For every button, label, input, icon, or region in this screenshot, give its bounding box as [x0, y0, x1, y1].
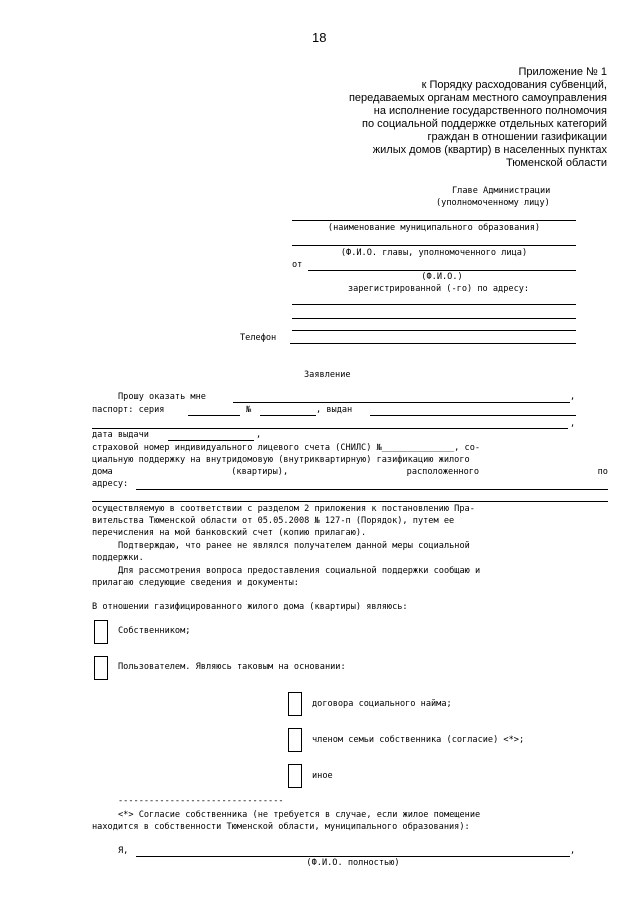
appendix-line: передаваемых органам местного самоуправления [348, 92, 607, 104]
from-label: от [292, 260, 303, 270]
municipality-caption: (наименование муниципального образования) [327, 223, 541, 233]
house-word: по [597, 467, 608, 477]
para2-line1: Подтверждаю, что ранее не являлся получателем данной меры социальной [118, 541, 470, 551]
other-checkbox[interactable] [288, 764, 302, 788]
phone-field[interactable] [290, 343, 576, 344]
issue-date-label: дата выдачи [92, 430, 149, 440]
house-address-field-2[interactable] [92, 501, 608, 502]
applicant-name-field[interactable] [308, 270, 576, 271]
passport-series-field[interactable] [188, 415, 240, 416]
house-line [92, 467, 608, 478]
house-word: дома [92, 467, 113, 477]
other-label: иное [312, 771, 333, 781]
snils-line: страховой номер индивидуального лицевого счета (СНИЛС) №______________, со- [92, 443, 481, 453]
para3-line1: Для рассмотрения вопроса предоставления социальной поддержки сообщаю и [118, 566, 481, 576]
house-address-field[interactable] [136, 489, 608, 490]
appendix-line: к Порядку расходования субвенций, [421, 79, 607, 91]
applicant-name-caption: (Ф.И.О.) [421, 272, 463, 282]
footnote-separator: -------------------------------- [118, 796, 284, 806]
comma: , [256, 430, 262, 440]
address-field-2[interactable] [292, 318, 576, 319]
passport-series-label: паспорт: серия [92, 405, 165, 415]
consent-name-field[interactable] [136, 856, 570, 857]
consent-prefix: Я, [118, 846, 129, 856]
appendix-line: Тюменской области [505, 157, 607, 169]
social-contract-checkbox[interactable] [288, 692, 302, 716]
address-field-1[interactable] [292, 304, 576, 305]
support-type-field[interactable] [233, 402, 570, 403]
footnote-line1: <*> Согласие собственника (не требуется в случае, если жилое помещение [118, 810, 481, 820]
addressee-line1: Главе Администрации [452, 186, 551, 196]
appendix-line: на исполнение государственного полномочия [373, 105, 607, 117]
appendix-line: граждан в отношении газификации [427, 131, 607, 143]
owner-checkbox[interactable] [94, 620, 108, 644]
appendix-line: Приложение № 1 [518, 66, 607, 78]
address-label: адресу: [92, 479, 129, 489]
page-number: 18 [312, 30, 327, 45]
house-word: расположенного [406, 467, 480, 477]
addressee-line2: (уполномоченному лицу) [436, 198, 550, 208]
consent-name-caption: (Ф.И.О. полностью) [306, 858, 400, 868]
house-word: (квартиры), [231, 467, 289, 477]
comma: , [570, 846, 576, 856]
support-line: циальную поддержку на внутридомовую (внутриквартирную) газификацию жилого [92, 455, 470, 465]
passport-issued-field[interactable] [370, 415, 576, 416]
user-option-label: Пользователем. Являюсь таковым на основании: [118, 662, 346, 672]
owner-option-label: Собственником; [118, 626, 191, 636]
registered-label: зарегистрированной (-го) по адресу: [348, 284, 530, 294]
passport-issued-field-2[interactable] [92, 428, 568, 429]
para1-line2: вительства Тюменской области от 05.05.2008 № 127-п (Порядок), путем ее [92, 516, 455, 526]
user-checkbox[interactable] [94, 656, 108, 680]
head-name-caption: (Ф.И.О. главы, уполномоченного лица) [340, 248, 528, 258]
document-title: Заявление [304, 370, 351, 380]
appendix-block [349, 66, 607, 170]
passport-number-field[interactable] [260, 415, 316, 416]
footnote-line2: находится в собственности Тюменской области, муниципального образования): [92, 822, 470, 832]
issue-date-field[interactable] [168, 440, 254, 441]
head-name-field[interactable] [292, 245, 576, 246]
relation-line: В отношении газифицированного жилого дома (квартиры) являюсь: [92, 602, 408, 612]
passport-number-label: № [246, 405, 252, 415]
municipality-field[interactable] [292, 220, 576, 221]
para3-line2: прилагаю следующие сведения и документы: [92, 578, 299, 588]
para2-line2: поддержки. [92, 553, 144, 563]
social-contract-label: договора социального найма; [312, 699, 452, 709]
appendix-line: жилых домов (квартир) в населенных пунктах [372, 144, 607, 156]
family-member-checkbox[interactable] [288, 728, 302, 752]
request-prefix: Прошу оказать мне [118, 392, 206, 402]
para1-line1: осуществляемую в соответствии с разделом 2 приложения к постановлению Пра- [92, 504, 475, 514]
appendix-line: по социальной поддержке отдельных категорий [361, 118, 607, 130]
comma: , [570, 419, 576, 429]
family-member-label: членом семьи собственника (согласие) <*>; [312, 735, 525, 745]
comma: , [570, 392, 576, 402]
passport-issued-label: , выдан [316, 405, 353, 415]
phone-label: Телефон [240, 333, 277, 343]
address-field-3[interactable] [292, 330, 576, 331]
para1-line3: перечисления на мой банковский счет (копию прилагаю). [92, 528, 367, 538]
